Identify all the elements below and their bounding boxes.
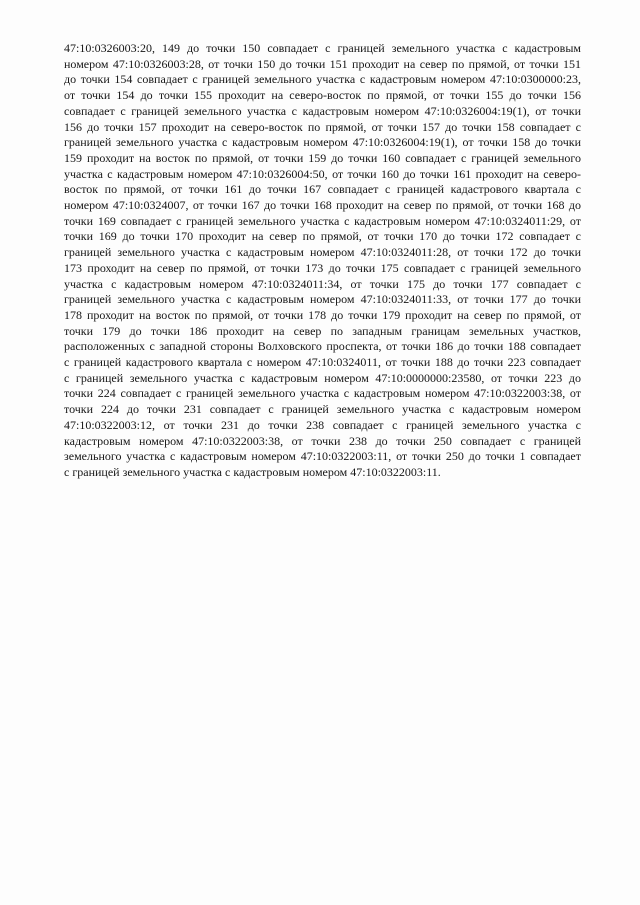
text-line: с границей земельного участка с кадастровым номером 47:10:0000000:23580, от точки 223 до <box>64 370 581 385</box>
text-line: номером 47:10:0324007, от точки 167 до точки 168 проходит на север по прямой, от точки 168 до <box>64 198 581 213</box>
text-line: точки 179 до точки 186 проходит на север по западным границам земельных участков, <box>64 323 581 338</box>
text-line: участка с кадастровым номером 47:10:0326004:50, от точки 160 до точки 161 проходит на северо- <box>64 166 581 181</box>
text-line: с границей земельного участка с кадастровым номером 47:10:0322003:11. <box>64 464 441 479</box>
text-line: точки 224 до точки 231 совпадает с границей земельного участка с кадастровым номером <box>64 402 581 417</box>
text-line: совпадает с границей земельного участка с кадастровым номером 47:10:0326004:19(1), от точки <box>64 103 581 118</box>
body-paragraph <box>64 41 581 481</box>
text-line: участка с кадастровым номером 47:10:0324011:34, от точки 175 до точки 177 совпадает с <box>64 276 581 291</box>
text-line: 47:10:0326003:20, 149 до точки 150 совпадает с границей земельного участка с кадастровым <box>64 41 581 55</box>
text-line: расположенных с западной стороны Волховского проспекта, от точки 186 до точки 188 совпадает <box>64 339 581 354</box>
text-line: точки 169 совпадает с границей земельного участка с кадастровым номером 47:10:0324011:29, от <box>64 213 581 228</box>
text-line: 159 проходит на восток по прямой, от точки 159 до точки 160 совпадает с границей земельного <box>64 150 581 165</box>
text-line: границей земельного участка с кадастровым номером 47:10:0326004:19(1), от точки 158 до точки <box>64 135 581 150</box>
text-line: 173 проходит на север по прямой, от точки 173 до точки 175 совпадает с границей земельного <box>64 260 581 275</box>
text-line: до точки 154 совпадает с границей земельного участка с кадастровым номером 47:10:0300000:23, <box>64 72 581 87</box>
text-line: от точки 154 до точки 155 проходит на северо-восток по прямой, от точки 155 до точки 156 <box>64 88 581 103</box>
text-line: с границей кадастрового квартала с номером 47:10:0324011, от точки 188 до точки 223 совпадает <box>64 355 581 370</box>
text-line: кадастровым номером 47:10:0322003:38, от точки 238 до точки 250 совпадает с границей <box>64 433 581 448</box>
text-line: точки 169 до точки 170 проходит на север по прямой, от точки 170 до точки 172 совпадает с <box>64 229 581 244</box>
text-line: точки 224 совпадает с границей земельного участка с кадастровым номером 47:10:0322003:38, от <box>64 386 581 401</box>
text-line: границей земельного участка с кадастровым номером 47:10:0324011:33, от точки 177 до точки <box>64 292 581 307</box>
text-line: земельного участка с кадастровым номером 47:10:0322003:11, от точки 250 до точки 1 совпадает <box>64 449 581 464</box>
text-line: 47:10:0322003:12, от точки 231 до точки 238 совпадает с границей земельного участка с <box>64 417 581 432</box>
text-line: границей земельного участка с кадастровым номером 47:10:0324011:28, от точки 172 до точки <box>64 245 581 260</box>
text-line: номером 47:10:0326003:28, от точки 150 до точки 151 проходит на север по прямой, от точки 151 <box>64 56 581 71</box>
text-line: 178 проходит на восток по прямой, от точки 178 до точки 179 проходит на север по прямой, от <box>64 307 581 322</box>
text-line: восток по прямой, от точки 161 до точки 167 совпадает с границей кадастрового квартала с <box>64 182 581 197</box>
text-line: 156 до точки 157 проходит на северо-восток по прямой, от точки 157 до точки 158 совпадает с <box>64 119 581 134</box>
